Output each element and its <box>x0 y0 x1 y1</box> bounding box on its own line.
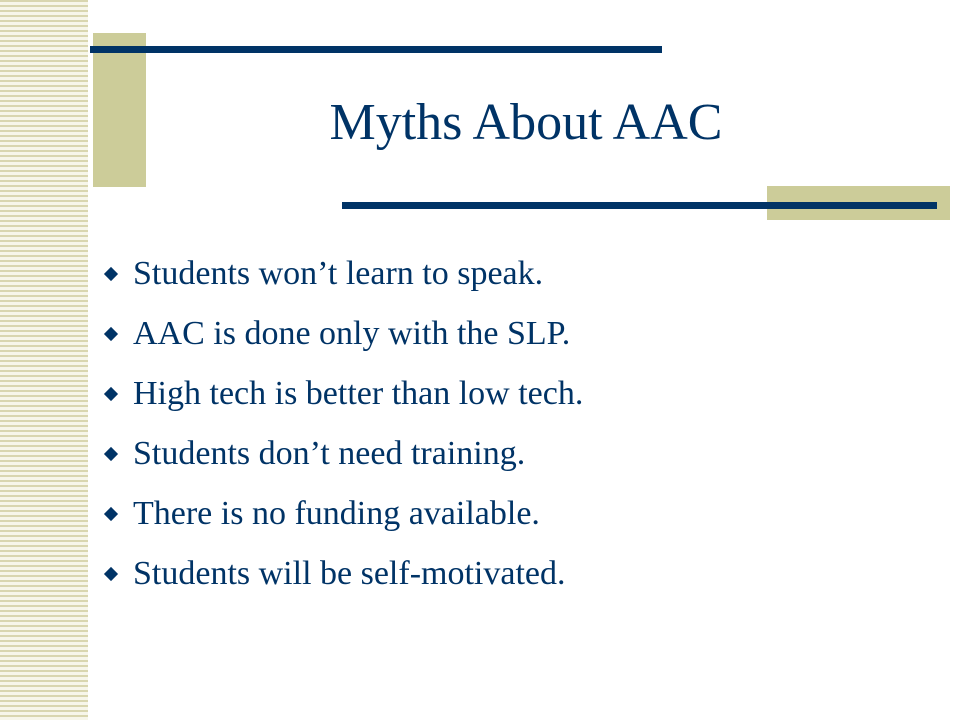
title-rule-bottom <box>342 202 937 209</box>
title-rule-top <box>90 46 662 53</box>
bullet-text: AAC is done only with the SLP. <box>133 315 571 352</box>
diamond-bullet-icon <box>104 267 118 281</box>
bullet-item <box>104 424 583 484</box>
bullet-item <box>104 544 583 604</box>
bullet-text: Students don’t need training. <box>133 435 526 472</box>
bullet-item <box>104 244 583 304</box>
bullet-text: There is no funding available. <box>133 495 540 532</box>
bullet-text: Students won’t learn to speak. <box>133 255 544 292</box>
bullet-list <box>104 244 583 604</box>
diamond-bullet-icon <box>104 507 118 521</box>
diamond-bullet-icon <box>104 447 118 461</box>
diamond-bullet-icon <box>104 567 118 581</box>
striped-side-bar <box>0 0 88 720</box>
diamond-bullet-icon <box>104 387 118 401</box>
accent-block-left <box>93 33 146 187</box>
slide-title: Myths About AAC <box>329 94 723 151</box>
diamond-bullet-icon <box>104 327 118 341</box>
bullet-item <box>104 364 583 424</box>
bullet-text: Students will be self-motivated. <box>133 555 566 592</box>
bullet-text: High tech is better than low tech. <box>133 375 584 412</box>
bullet-item <box>104 304 583 364</box>
bullet-item <box>104 484 583 544</box>
